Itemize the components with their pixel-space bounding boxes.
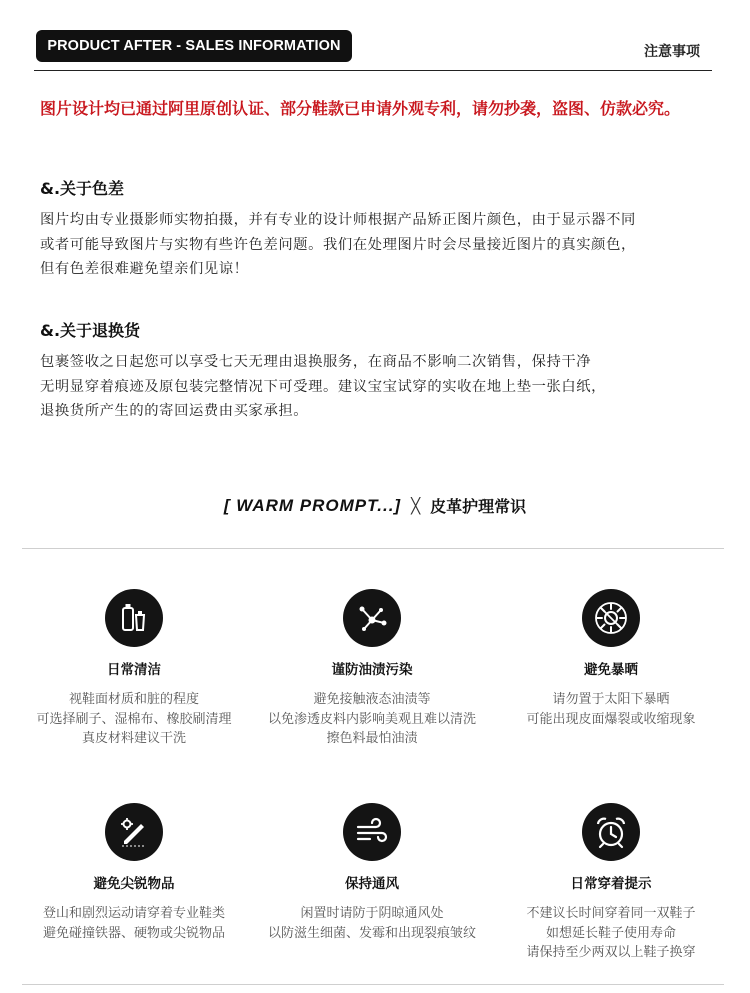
header-divider [34,70,712,71]
no-sun-icon [582,589,640,647]
return-exchange-body [40,350,730,424]
care-line: 登山和剧烈运动请穿着专业鞋类 [42,906,225,921]
care-title: 谨防油渍污染 [331,662,413,678]
care-line: 避免接触液态油渍等 [313,692,431,707]
body-line: 但有色差很难避免望亲们见谅！ [40,261,249,277]
care-line: 可选择刷子、湿棉布、橡胶刷清理 [36,711,232,727]
care-description [14,904,254,943]
care-line: 不建议长时间穿着同一双鞋子 [526,906,696,921]
body-line: 或者可能导致图片与实物有些许色差问题。我们在处理图片时会尽量接近图片的真实颜色， [40,236,636,253]
care-line: 请勿置于太阳下暴晒 [552,692,670,707]
care-description [252,690,492,749]
care-line: 视鞋面材质和脏的程度 [68,692,199,707]
care-line: 避免碰撞铁器、硬物或尖锐物品 [42,925,225,941]
body-line: 无明显穿着痕迹及原包装完整情况下可受理。建议宝宝试穿的实收在地上垫一张白纸， [40,378,607,395]
care-line: 如想延长鞋子使用寿命 [545,925,676,941]
body-line: 退换货所产生的的寄回运费由买家承担。 [40,403,309,419]
header-note: 注意事项 [644,44,700,60]
care-title: 日常穿着提示 [570,876,652,892]
warm-prompt-heading [0,494,750,517]
alarm-clock-icon [582,803,640,861]
care-title: 避免暴晒 [584,662,638,678]
care-line: 闲置时请防于阴晾通风处 [300,906,444,921]
header-pill-text: PRODUCT AFTER - SALES INFORMATION [47,38,341,54]
color-difference-title: &.关于色差 [40,179,125,198]
care-line: 以防滋生细菌、发霉和出现裂痕皱纹 [267,925,476,941]
care-item-avoid-sun [491,589,731,729]
wind-icon [343,803,401,861]
care-description [252,904,492,943]
section-header-pill [36,30,352,62]
care-title: 日常清洁 [107,662,161,678]
warm-prompt-en: [ WARM PROMPT...] [223,495,402,515]
care-description [491,690,731,729]
care-divider-bottom [22,984,724,985]
care-item-daily-cleaning [14,589,254,749]
cleaning-bottles-icon [105,589,163,647]
care-item-oil-stains [252,589,492,749]
care-line: 可能出现皮面爆裂或收缩现象 [526,711,696,727]
care-item-wearing-tips [491,803,731,963]
care-divider-top [22,548,724,549]
care-description [491,904,731,963]
care-line: 擦色料最怕油渍 [326,731,418,746]
copyright-notice: 图片设计均已通过阿里原创认证、部分鞋款已申请外观专利，请勿抄袭，盗图、仿款必究。 [40,99,681,118]
return-exchange-title: &.关于退换货 [40,321,141,340]
care-description [14,690,254,749]
leather-care-title: 皮革护理常识 [430,497,527,516]
care-item-ventilation [252,803,492,943]
care-title: 避免尖锐物品 [93,876,175,892]
sharp-knife-icon [105,803,163,861]
oil-stain-icon [343,589,401,647]
care-line: 请保持至少两双以上鞋子换穿 [526,945,696,960]
care-line: 真皮材料建议干洗 [81,731,186,746]
body-line: 图片均由专业摄影师实物拍摄，并有专业的设计师根据产品矫正图片颜色，由于显示器不同 [40,212,636,228]
color-difference-body [40,208,730,282]
care-line: 以免渗透皮料内影响美观且难以清洗 [267,711,476,727]
care-item-sharp-objects [14,803,254,943]
cross-separator: ╳ [411,496,421,515]
body-line: 包裹签收之日起您可以享受七天无理由退换服务，在商品不影响二次销售，保持干净 [40,354,592,370]
care-title: 保持通风 [345,876,399,892]
